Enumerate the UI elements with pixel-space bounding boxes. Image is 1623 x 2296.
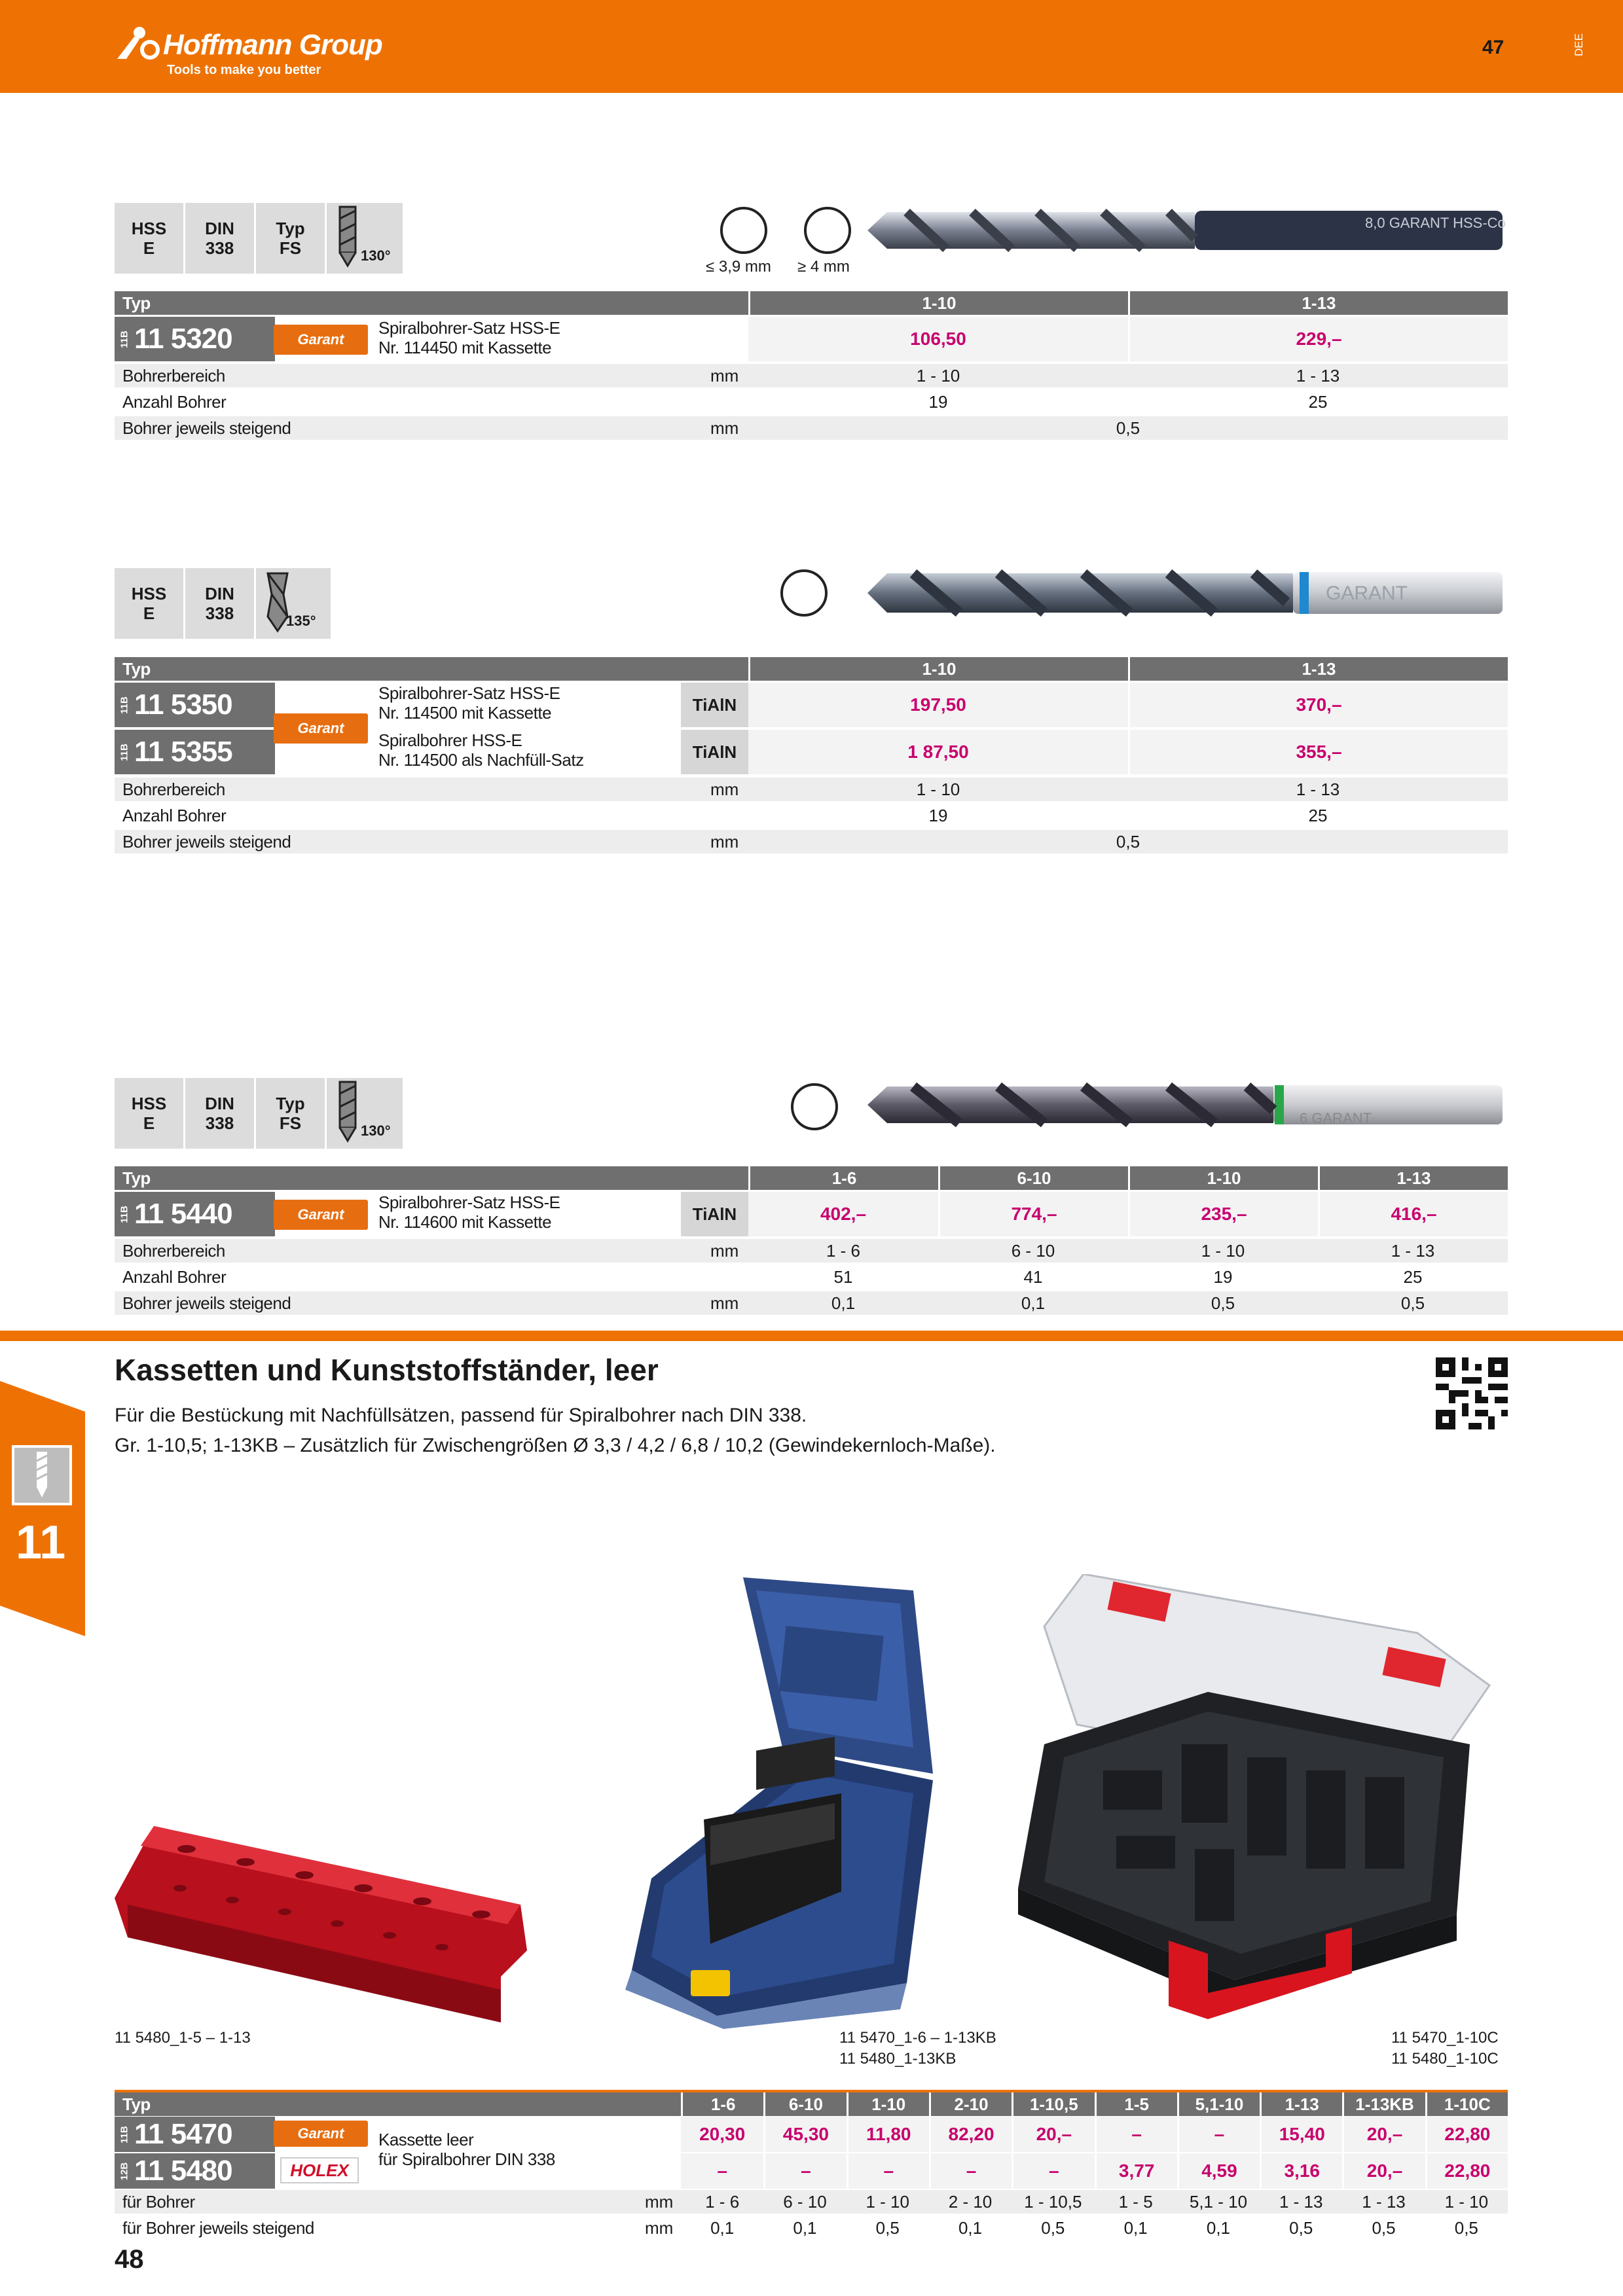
hoffmann-logo-icon (115, 25, 164, 60)
article-description: Spiralbohrer-Satz HSS-E Nr. 114450 mit Kassette (378, 318, 560, 357)
type-label: Typ (122, 293, 151, 313)
spec-row: für Bohrer jeweils steigend mm 0,1 0,1 0,5 0,1 0,5 0,1 0,1 0,5 0,5 0,5 (115, 2216, 1508, 2240)
plastic-stand-image (115, 1826, 534, 2036)
image-caption: 11 5470_1-6 – 1-13KB 11 5480_1-13KB (839, 2029, 996, 2068)
spec-material: HSS E (115, 203, 185, 274)
point-angle: 130° (361, 1122, 391, 1139)
type-header-row (115, 291, 1508, 315)
brand-logo-garant: Garant (274, 2121, 368, 2147)
spec-material: HSS E (115, 568, 185, 639)
column-header: 1-6 (748, 1166, 938, 1190)
price-cell: 22,80 (1425, 2117, 1508, 2152)
cross-label-large: ≥ 4 mm (797, 258, 850, 276)
chapter-tab[interactable] (0, 1381, 85, 1636)
spec-cell: 1 - 10 (866, 2191, 909, 2212)
spec-row: Anzahl Bohrer 19 25 (122, 391, 1328, 412)
cross-section-icon (720, 207, 767, 254)
price-cell: 20,– (1342, 2153, 1425, 2189)
article-number[interactable]: 11B 11 5320 (115, 317, 275, 361)
clear-case-image (1012, 1574, 1509, 2032)
price-cell: – (763, 2153, 846, 2189)
article-number[interactable]: 11B 11 5350 (115, 683, 275, 727)
brand-logo-holex: HOLEX (280, 2157, 359, 2183)
brand-logo-garant: Garant (274, 713, 368, 744)
spec-row: Bohrer jeweils steigend mm 0,5 (115, 416, 1508, 440)
logo-name: Hoffmann Group (163, 29, 382, 61)
price-cell: 3,16 (1260, 2153, 1342, 2189)
spec-row: Bohrerbereich mm 1 - 10 1 - 13 (115, 364, 1508, 387)
price-row (681, 2117, 1508, 2152)
cross-label-small: ≤ 3,9 mm (706, 258, 771, 276)
drill-print: GARANT (1326, 583, 1408, 604)
logo-tagline: Tools to make you better (167, 63, 321, 77)
price-cell: 4,59 (1177, 2153, 1260, 2189)
type-header-row: Typ 1-6 6-10 1-10 1-13 (115, 1166, 1508, 1190)
price-cell: 20,– (1012, 2117, 1094, 2152)
price-cell: 45,30 (763, 2117, 846, 2152)
spec-cell: 6 - 10 (783, 2191, 827, 2212)
price-row: 197,50 370,– (748, 683, 1508, 727)
drill-image-2 (867, 568, 1509, 620)
spec-cell: 0,5 (875, 2217, 900, 2238)
coating-badge: TiAlN (681, 1192, 748, 1236)
section-divider (0, 1331, 1623, 1341)
spec-cell: 0,1 (1206, 2217, 1231, 2238)
cross-section-icon (780, 569, 828, 617)
article-description: Spiralbohrer-Satz HSS-E Nr. 114500 mit Kassette (378, 683, 560, 723)
spec-cell: 1 - 10,5 (1024, 2191, 1082, 2212)
column-header: 1-10 (847, 2092, 929, 2116)
column-header: 1-10C (1425, 2092, 1508, 2116)
spec-row: Bohrerbereich mm 1 - 6 6 - 10 1 - 10 1 - 13 (115, 1239, 1508, 1263)
spec-cell: 1 - 13 (1362, 2191, 1406, 2212)
spec-row: Anzahl Bohrer 51 41 19 25 (122, 1266, 1423, 1287)
point-angle: 135° (286, 613, 316, 629)
spec-din: DIN 338 (185, 568, 256, 639)
spec-row: Bohrer jeweils steigend mm 0,5 (115, 830, 1508, 853)
page-number-top: 47 (1482, 37, 1504, 58)
drill-print: 8,0 GARANT HSS-Co (1365, 215, 1506, 231)
spec-cell: 2 - 10 (948, 2191, 993, 2212)
spec-material: HSS E (115, 1078, 185, 1149)
spec-row: Anzahl Bohrer 19 25 (122, 805, 1328, 825)
qr-code-icon[interactable] (1436, 1357, 1508, 1429)
article-description: Spiralbohrer-Satz HSS-E Nr. 114600 mit Kassette (378, 1193, 560, 1232)
page-number-bottom: 48 (115, 2245, 144, 2274)
price-cell: 15,40 (1260, 2117, 1342, 2152)
spec-row: Bohrer jeweils steigend mm 0,1 0,1 0,5 0,5 (115, 1291, 1508, 1315)
drill-chapter-icon (12, 1445, 72, 1505)
price-cell: – (717, 2161, 727, 2181)
image-caption: 11 5470_1-10C 11 5480_1-10C (1391, 2029, 1499, 2068)
coating-badge: TiAlN (681, 730, 748, 774)
section-intro: Für die Bestückung mit Nachfüllsätzen, passend für Spiralbohrer nach DIN 338. Gr. 1-10,5; 1-13KB – Zusätzlich für Zwischengrößen Ø 3,3 / 4,2 / 6,8 / 10,2 (Gewindekernloch-Maße). (115, 1405, 996, 1456)
brand-logo-garant: Garant (274, 325, 368, 355)
spec-din: DIN 338 (185, 203, 256, 274)
price-cell: – (1012, 2153, 1094, 2189)
price-row (748, 317, 1508, 361)
spec-cell: 1 - 10 (1444, 2191, 1489, 2212)
price-cell: – (1177, 2117, 1260, 2152)
price-cell: 11,80 (847, 2117, 929, 2152)
type-header-row: Typ 1-10 1-13 (115, 657, 1508, 681)
price-row (681, 2153, 1508, 2189)
spec-cell: 0,1 (710, 2217, 735, 2238)
price-cell: 22,80 (1425, 2153, 1508, 2189)
spec-cell: 0,5 (1041, 2217, 1065, 2238)
spec-point-angle (327, 1078, 396, 1149)
spec-cell: 0,1 (1123, 2217, 1148, 2238)
price-cell: 106,50 (910, 329, 966, 349)
price-cell: – (1095, 2117, 1177, 2152)
column-header: 1-10 (748, 291, 1128, 315)
drill-point-icon (335, 206, 361, 268)
column-header: 1-6 (681, 2092, 763, 2116)
spec-cell: 5,1 - 10 (1189, 2191, 1248, 2212)
spec-cell: 1 - 5 (1118, 2191, 1153, 2212)
brand-logo-garant: Garant (274, 1200, 368, 1230)
price-cell: 82,20 (929, 2117, 1012, 2152)
column-header: 6-10 (938, 1166, 1128, 1190)
spec-box-1 (115, 203, 403, 274)
spec-point-angle (256, 568, 325, 639)
spec-cell: 1 - 13 (1279, 2191, 1323, 2212)
article-description: Spiralbohrer HSS-E Nr. 114500 als Nachfüll-Satz (378, 730, 584, 770)
spec-din: DIN 338 (185, 1078, 256, 1149)
price-cell: 229,– (1128, 317, 1508, 361)
spec-cell: 1 - 6 (705, 2191, 740, 2212)
section-title: Kassetten und Kunststoffständer, leer (115, 1353, 659, 1387)
article-description: Kassette leer für Spiralbohrer DIN 338 (378, 2130, 555, 2169)
column-header: 1-13 (1128, 657, 1508, 681)
spec-cell: 0,5 (1454, 2217, 1478, 2238)
column-header: 1-13KB (1342, 2092, 1425, 2116)
article-number[interactable]: 11B 11 5355 (115, 730, 275, 774)
drill-image-1 (867, 204, 1509, 257)
drill-point-icon (335, 1081, 361, 1143)
price-row: 402,– 774,– 235,– 416,– (748, 1192, 1508, 1236)
price-cell: 3,77 (1095, 2153, 1177, 2189)
cross-section-icon (791, 1083, 838, 1130)
drill-image-3 (867, 1080, 1509, 1132)
price-cell: 20,– (1342, 2117, 1425, 2152)
price-row: 1 87,50 355,– (748, 730, 1508, 774)
article-number[interactable]: 11B 11 5470 (115, 2117, 275, 2152)
column-header: 1-13 (1260, 2092, 1342, 2116)
page-header (0, 0, 1623, 93)
spec-box-2 (115, 568, 331, 639)
column-header: 6-10 (763, 2092, 846, 2116)
column-header: 1-10 (1128, 1166, 1318, 1190)
blue-case-image (625, 1577, 939, 2029)
price-cell: – (847, 2153, 929, 2189)
spec-cell: 0,5 (1372, 2217, 1396, 2238)
column-header: 1-13 (1128, 291, 1508, 315)
spec-box-3 (115, 1078, 403, 1149)
spec-cell: 0,1 (958, 2217, 983, 2238)
column-header: 1-10 (748, 657, 1128, 681)
image-caption: 11 5480_1-5 – 1-13 (115, 2029, 251, 2047)
spec-type: Typ FS (256, 1078, 327, 1149)
price-cell: 20,30 (699, 2124, 746, 2144)
chapter-number: 11 (16, 1516, 66, 1569)
column-header: 1-10,5 (1012, 2092, 1094, 2116)
language-code: DEE (1573, 33, 1585, 56)
article-number[interactable]: 12B 11 5480 (115, 2153, 275, 2189)
spec-row: Bohrerbereich mm 1 - 10 1 - 13 (115, 778, 1508, 801)
column-header: 1-5 (1095, 2092, 1177, 2116)
column-header: 2-10 (929, 2092, 1012, 2116)
spec-row: für Bohrer mm 1 - 6 6 - 10 1 - 10 2 - 10 1 - 10,5 1 - 5 5,1 - 10 1 - 13 1 - 13 1 - 10 (115, 2190, 1508, 2214)
type-header-row: Typ 1-6 6-10 1-10 2-10 1-10,5 1-5 5,1-10 1-13 1-13KB 1-10C (115, 2092, 1508, 2116)
spec-point-angle (327, 203, 396, 274)
coating-badge: TiAlN (681, 683, 748, 727)
column-header: 5,1-10 (1177, 2092, 1260, 2116)
column-header: 1-13 (1318, 1166, 1508, 1190)
price-cell: – (929, 2153, 1012, 2189)
drill-print: 6 GARANT (1300, 1110, 1372, 1126)
spec-cell: 0,1 (793, 2217, 817, 2238)
spec-type: Typ FS (256, 203, 327, 274)
article-number[interactable]: 11B 11 5440 (115, 1192, 275, 1236)
spec-cell: 0,5 (1289, 2217, 1313, 2238)
point-angle: 130° (361, 247, 391, 264)
cross-section-icon (804, 207, 851, 254)
